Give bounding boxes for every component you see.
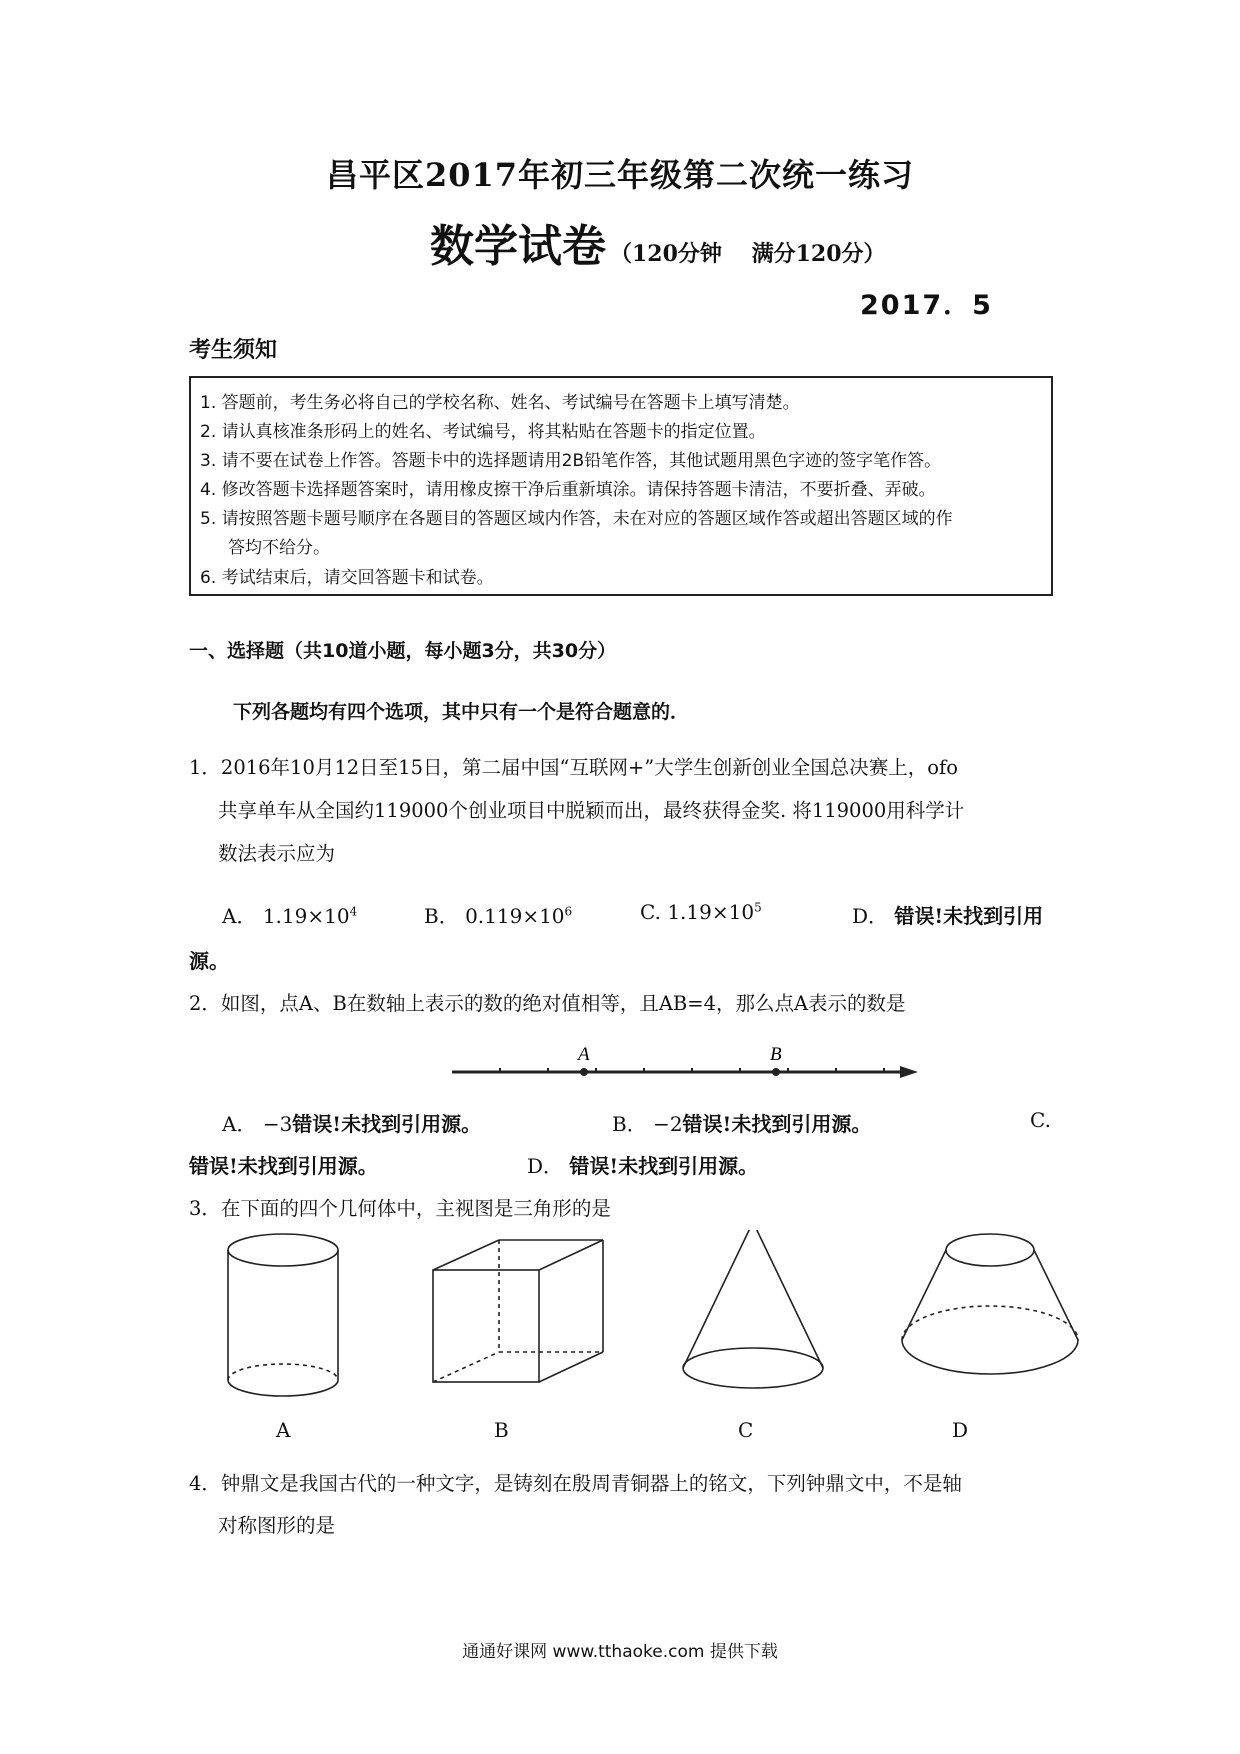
cuboid-shape [433, 1240, 603, 1382]
q1-line: 数法表示应为 [218, 842, 336, 865]
frustum-shape [902, 1234, 1078, 1374]
q1-line: 1．2016年10月12日至15日，第二届中国“互联网+”大学生创新创业全国总决赛上，ofo [189, 756, 958, 779]
subject-name: 数学试卷 [430, 221, 606, 272]
exam-date: 2017．5 [860, 290, 993, 321]
notice-item: 6. 考试结束后，请交回答题卡和试卷。 [200, 568, 494, 588]
q1-option-c: C. $1.19\times 10^5$ [640, 900, 762, 924]
notice-heading: 考生须知 [189, 337, 278, 363]
q4-line: 4．钟鼎文是我国古代的一种文字，是铸刻在殷周青铜器上的铭文，下列钟鼎文中，不是轴 [189, 1472, 962, 1495]
section-heading: 一、选择题（共10道小题，每小题3分，共30分） [189, 640, 617, 662]
number-line-figure [440, 1040, 930, 1085]
duration-score: （120分钟 满分120分） [610, 241, 886, 267]
q2-option-c-label: C. [1030, 1108, 1051, 1132]
notice-item: 5. 请按照答题卡题号顺序在各题目的答题区域内作答，未在对应的答题区域作答或超出答题区域的作 [200, 509, 953, 529]
q2-line: 2．如图，点A、B在数轴上表示的数的绝对值相等，且AB=4，那么点A表示的数是 [189, 992, 906, 1015]
footer-source: 通通好课网 www.tthaoke.com 提供下载 [462, 1642, 778, 1662]
notice-item-continued: 答均不给分。 [228, 538, 330, 558]
subject-heading [430, 210, 886, 274]
exam-title: 昌平区2017年初三年级第二次统一练习 [325, 156, 915, 194]
q2-option-c: 错误!未找到引用源。 [189, 1154, 378, 1178]
solid-label-b: B [494, 1418, 509, 1442]
solid-label-c: C [738, 1418, 754, 1442]
point-a-label: A [578, 1044, 590, 1065]
point-b-label: B [770, 1044, 782, 1065]
number-line-arrow [900, 1066, 918, 1078]
notice-item: 1. 答题前，考生务必将自己的学校名称、姓名、考试编号在答题卡上填写清楚。 [200, 393, 800, 413]
q2-option-a: A． −3错误!未找到引用源。 [222, 1112, 482, 1136]
section-instruction: 下列各题均有四个选项，其中只有一个是符合题意的． [233, 701, 690, 723]
solid-label-a: A [276, 1418, 291, 1442]
q1-option-d-wrap: 源。 [189, 949, 229, 973]
solid-label-d: D [952, 1418, 969, 1442]
q2-option-b: B． −2错误!未找到引用源。 [612, 1112, 872, 1136]
q4-line: 对称图形的是 [218, 1514, 336, 1537]
q1-option-a: A． $1.19\times 10^4$ [222, 904, 358, 928]
solids-figure [200, 1230, 1080, 1410]
notice-item: 4. 修改答题卡选择题答案时，请用橡皮擦干净后重新填涂。请保持答题卡清洁，不要折叠、弄破。 [200, 480, 936, 500]
notice-item: 2. 请认真核准条形码上的姓名、考试编号，将其粘贴在答题卡的指定位置。 [200, 422, 766, 442]
notice-item: 3. 请不要在试卷上作答。答题卡中的选择题请用2B铅笔作答，其他试题用黑色字迹的签字笔作答。 [200, 451, 942, 471]
q1-line: 共享单车从全国约119000个创业项目中脱颖而出，最终获得金奖. 将119000用科学计 [218, 799, 965, 822]
point-a-dot [580, 1068, 588, 1076]
q1-option-b: B． $0.119\times 10^6$ [424, 904, 573, 928]
cylinder-shape [228, 1234, 338, 1396]
q1-option-d: D． 错误!未找到引用 [852, 904, 1044, 928]
point-b-dot [772, 1068, 780, 1076]
q3-line: 3．在下面的四个几何体中，主视图是三角形的是 [189, 1197, 611, 1220]
cone-shape [683, 1230, 823, 1388]
q2-option-d: D． 错误!未找到引用源。 [527, 1154, 759, 1178]
